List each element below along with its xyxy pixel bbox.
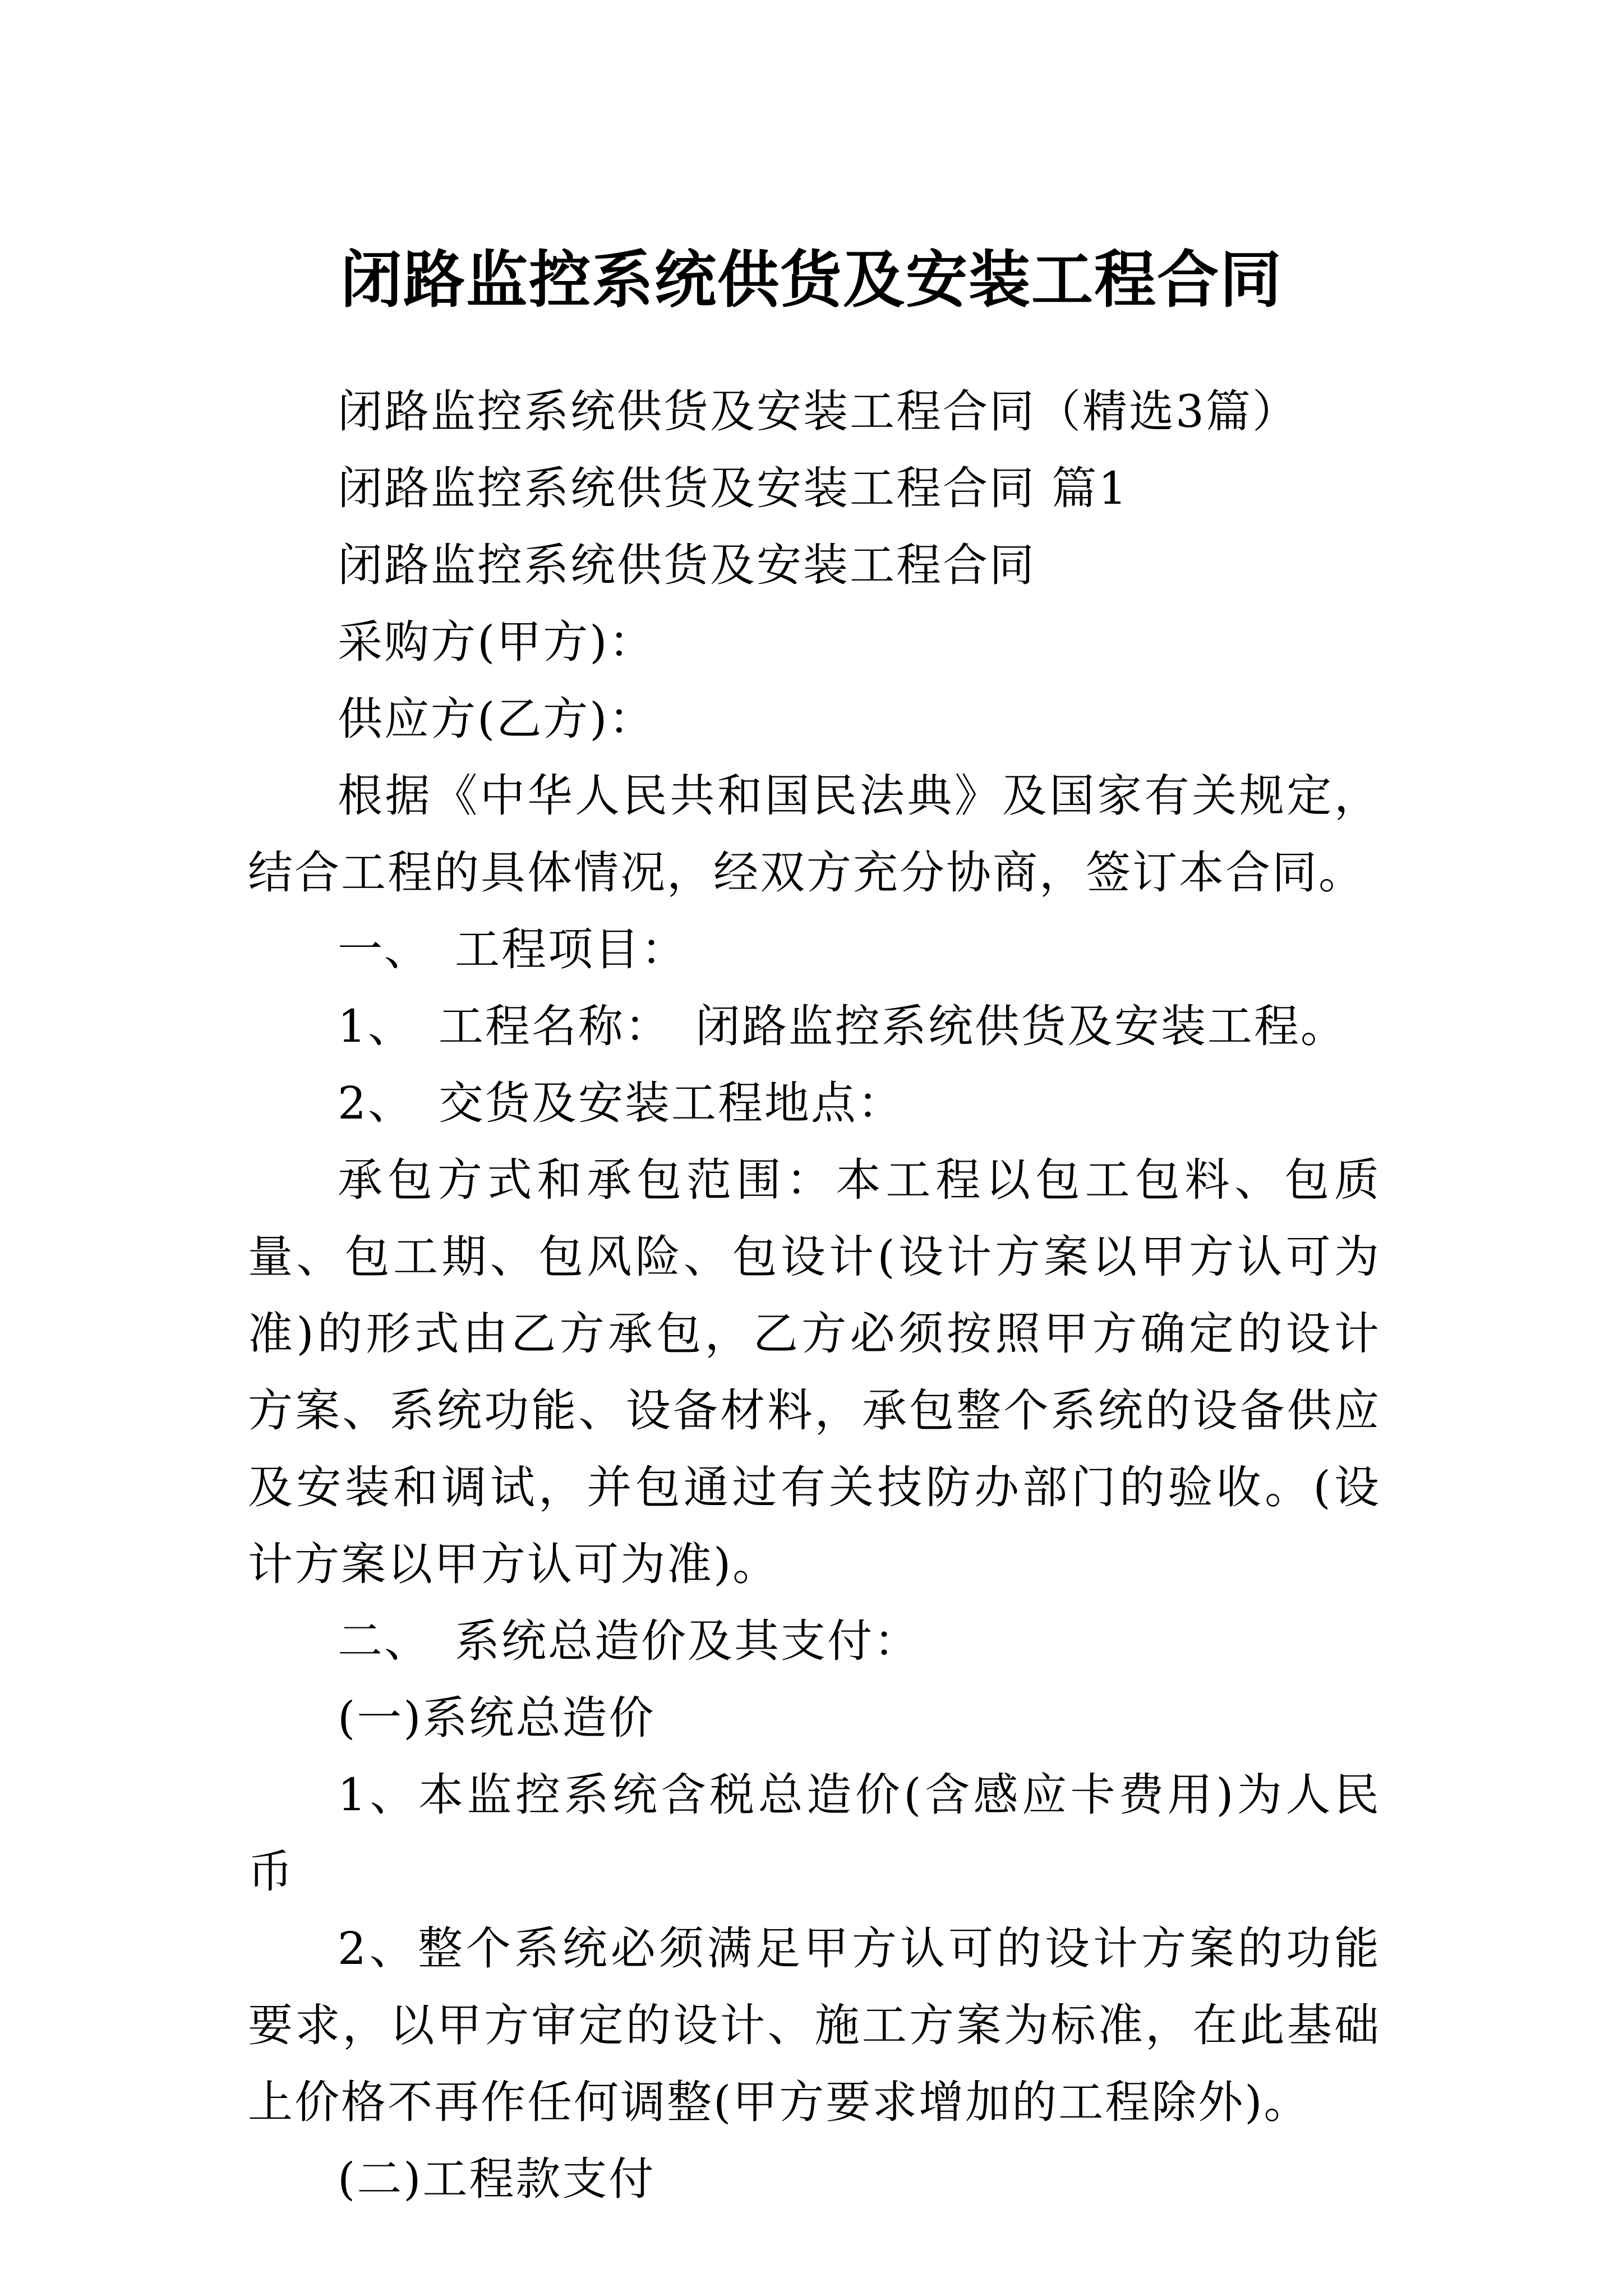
paragraph-contract-name: 闭路监控系统供货及安装工程合同 bbox=[338, 539, 1036, 591]
paragraph-project-location: 2、 交货及安装工程地点： bbox=[338, 1077, 904, 1129]
subsection-payment: (二)工程款支付 bbox=[338, 2153, 656, 2205]
section-heading-project: 一、 工程项目： bbox=[338, 923, 688, 976]
paragraph-price-item-1: 1、本监控系统含税总造价(含感应卡费用)为人民币 bbox=[248, 1769, 1381, 1898]
paragraph-price-item-2: 2、整个系统必须满足甲方认可的设计方案的功能要求，以甲方审定的设计、施工方案为标准，在此基础上价格不再作任何调整(甲方要求增加的工程除外)。 bbox=[248, 1922, 1381, 2128]
document-body bbox=[248, 373, 1381, 2217]
paragraph-scope: 承包方式和承包范围：本工程以包工包料、包质量、包工期、包风险、包设计(设计方案以甲方认可为准)的形式由乙方承包，乙方必须按照甲方确定的设计方案、系统功能、设备材料，承包整个系统的设备供应及安装和调试，并包通过有关技防办部门的验收。(设计方案以甲方认可为准)。 bbox=[248, 1154, 1381, 1590]
paragraph-party-a: 采购方(甲方)： bbox=[338, 616, 656, 668]
section-heading-price: 二、 系统总造价及其支付： bbox=[338, 1615, 920, 1667]
paragraph-article-1-heading: 闭路监控系统供货及安装工程合同 篇1 bbox=[338, 462, 1129, 514]
subsection-total-price: (一)系统总造价 bbox=[338, 1692, 656, 1744]
paragraph-legal-basis: 根据《中华人民共和国民法典》及国家有关规定，结合工程的具体情况，经双方充分协商，签订本合同。 bbox=[248, 770, 1381, 899]
paragraph-heading-selection: 闭路监控系统供货及安装工程合同（精选3篇） bbox=[338, 385, 1299, 438]
paragraph-party-b: 供应方(乙方)： bbox=[338, 693, 656, 745]
paragraph-project-name: 1、 工程名称： 闭路监控系统供货及安装工程。 bbox=[338, 1000, 1347, 1052]
document-title: 闭路监控系统供货及安装工程合同 bbox=[340, 243, 1283, 316]
